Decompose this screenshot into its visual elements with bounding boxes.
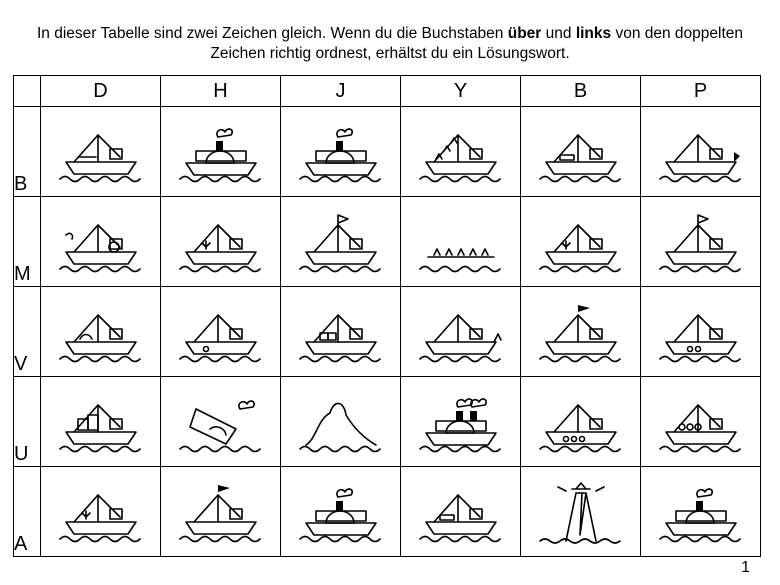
steamship-icon: [296, 477, 386, 547]
grid-cell: [521, 377, 641, 467]
grid-cell: [41, 107, 161, 197]
grid-cell: [401, 197, 521, 287]
grid-cell: [521, 467, 641, 557]
flower-raft-icon: [416, 207, 506, 277]
grid-cell: [281, 107, 401, 197]
grid-cell: [281, 197, 401, 287]
sailboat-sternflag-icon: [416, 297, 506, 367]
lighthouse-icon: [536, 477, 626, 547]
sailboat-mastflag-icon: [296, 207, 386, 277]
sailboat-deckhouse-icon: [416, 477, 506, 547]
instructions-bold-ueber: über: [507, 25, 542, 42]
sailboat-boxes-icon: [296, 297, 386, 367]
column-header-y: Y: [401, 76, 521, 107]
grid-cell: [641, 197, 761, 287]
grid-cell: [161, 197, 281, 287]
sailboat-cabin-icon: [56, 117, 146, 187]
grid-cell: [41, 377, 161, 467]
instructions-part2: und: [541, 25, 576, 42]
instructions-bold-links: links: [575, 25, 612, 42]
sailboat-blackflag-icon: [536, 297, 626, 367]
sailboat-threeholes-icon: [536, 387, 626, 457]
row-header-u: U: [14, 377, 41, 467]
sailboat-plant-icon: [536, 207, 626, 277]
sailboat-mastflag-icon: [656, 207, 746, 277]
puzzle-table: [13, 75, 761, 557]
instructions-text: [14, 24, 766, 64]
sailboat-plant-icon: [56, 477, 146, 547]
grid-cell: [641, 467, 761, 557]
row-header-a: A: [14, 467, 41, 557]
instructions-part3: von den doppelten Zeichen richtig ordnest, erhältst du ein Lösungswort.: [210, 25, 744, 62]
grid-cell: [521, 197, 641, 287]
grid-cell: [401, 107, 521, 197]
steamship-icon: [296, 117, 386, 187]
table-row: [14, 287, 761, 377]
grid-cell: [41, 287, 161, 377]
sinking-ship-icon: [176, 387, 266, 457]
grid-cell: [641, 377, 761, 467]
grid-cell: [641, 107, 761, 197]
grid-cell: [281, 467, 401, 557]
sailboat-portholes-icon: [656, 297, 746, 367]
sailboat-cargo-icon: [56, 297, 146, 367]
corner-cell: [14, 76, 41, 107]
column-header-h: H: [161, 76, 281, 107]
grid-cell: [641, 287, 761, 377]
column-header-b: B: [521, 76, 641, 107]
sailboat-rail-icon: [656, 387, 746, 457]
grid-cell: [161, 287, 281, 377]
column-header-d: D: [41, 76, 161, 107]
iceberg-icon: [296, 387, 386, 457]
sailboat-snail-icon: [56, 207, 146, 277]
column-header-row: [14, 76, 761, 107]
column-header-p: P: [641, 76, 761, 107]
page-number: 1: [741, 559, 750, 576]
column-header-j: J: [281, 76, 401, 107]
sailboat-blackflag-icon: [176, 477, 266, 547]
sailboat-plant-icon: [176, 207, 266, 277]
sailboat-flag-icon: [656, 117, 746, 187]
sailboat-deckhouse-icon: [536, 117, 626, 187]
grid-cell: [401, 287, 521, 377]
grid-cell: [161, 107, 281, 197]
grid-cell: [401, 467, 521, 557]
steamship-icon: [176, 117, 266, 187]
sailboat-porthole-icon: [176, 297, 266, 367]
grid-cell: [161, 377, 281, 467]
steamship-big-icon: [416, 387, 506, 457]
table-row: [14, 467, 761, 557]
sailboat-pennants-icon: [416, 117, 506, 187]
row-header-b: B: [14, 107, 41, 197]
grid-cell: [41, 197, 161, 287]
grid-cell: [41, 467, 161, 557]
table-row: [14, 197, 761, 287]
sailboat-cabin-tall-icon: [56, 387, 146, 457]
steamship-small-icon: [656, 477, 746, 547]
grid-cell: [521, 287, 641, 377]
instructions-part1: In dieser Tabelle sind zwei Zeichen gleich. Wenn du die Buchstaben: [36, 25, 508, 42]
table-row: [14, 377, 761, 467]
grid-cell: [521, 107, 641, 197]
grid-cell: [281, 287, 401, 377]
table-row: [14, 107, 761, 197]
row-header-m: M: [14, 197, 41, 287]
grid-cell: [161, 467, 281, 557]
grid-cell: [281, 377, 401, 467]
grid-cell: [401, 377, 521, 467]
row-header-v: V: [14, 287, 41, 377]
